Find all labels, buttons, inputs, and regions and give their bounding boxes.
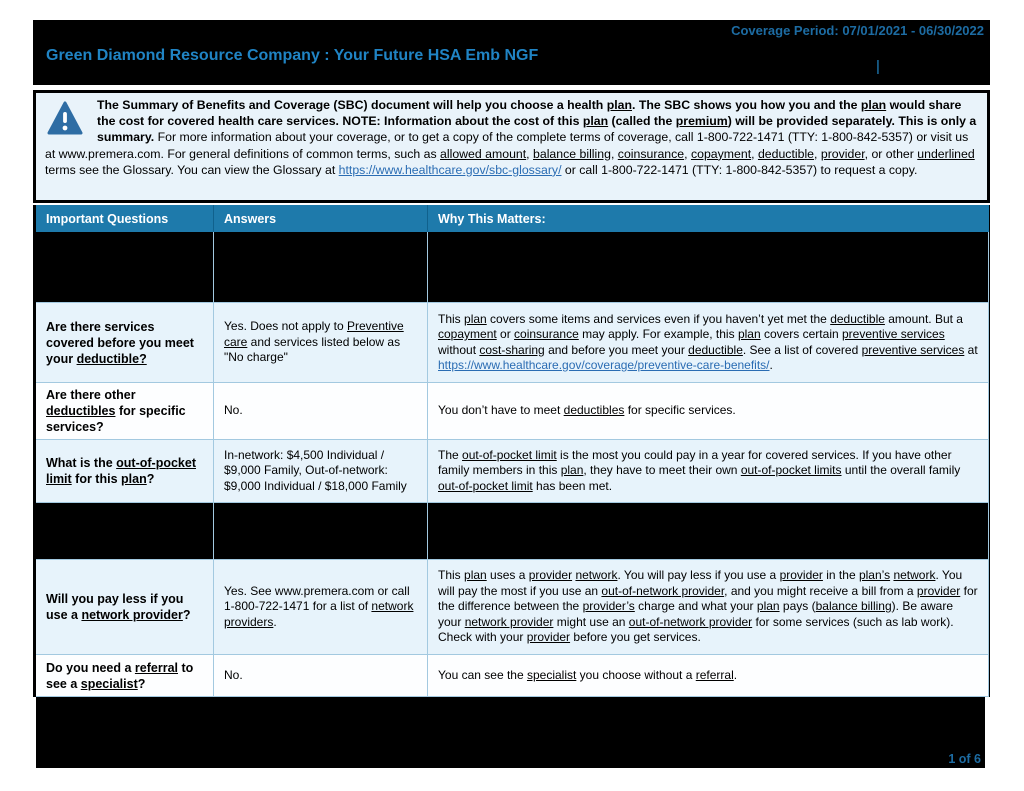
- question-cell: Are there services covered before you meet your deductible?: [36, 303, 214, 383]
- warning-triangle-icon: [47, 99, 83, 139]
- answer-cell: [214, 232, 428, 303]
- sbc-intro-box: [33, 90, 990, 203]
- table-row-redacted: [36, 503, 989, 560]
- why-cell: The out-of-pocket limit is the most you could pay in a year for covered services. If you have other family members in this plan, they have to meet their own out-of-pocket limits until the overall family out-of-pocket limit has been met.: [428, 440, 989, 503]
- redacted-footer-block: [36, 697, 985, 768]
- why-cell: [428, 232, 989, 303]
- table-row: [36, 303, 989, 383]
- question-cell: What is the out-of-pocket limit for this plan?: [36, 440, 214, 503]
- answer-cell: In-network: $4,500 Individual / $9,000 Family, Out-of-network: $9,000 Individual / $18,000 Family: [214, 440, 428, 503]
- table-row: [36, 383, 989, 440]
- document-header-bar: [33, 20, 990, 85]
- answer-cell: No.: [214, 655, 428, 697]
- table-row-redacted: [36, 232, 989, 303]
- text-cursor: |: [876, 58, 880, 75]
- hyperlink[interactable]: https://www.healthcare.gov/sbc-glossary/: [338, 162, 562, 177]
- answer-cell: No.: [214, 383, 428, 440]
- table-body: [36, 232, 989, 697]
- why-cell: [428, 503, 989, 560]
- coverage-period: Coverage Period: 07/01/2021 - 06/30/2022: [731, 23, 984, 38]
- column-header-answers: Answers: [214, 205, 428, 232]
- answer-cell: [214, 503, 428, 560]
- answer-cell: Yes. See www.premera.com or call 1-800-722-1471 for a list of network providers.: [214, 560, 428, 655]
- question-cell: Do you need a referral to see a specialist?: [36, 655, 214, 697]
- question-cell: [36, 503, 214, 560]
- table-header-row: [36, 205, 989, 232]
- column-header-why-this-matters: Why This Matters:: [438, 212, 546, 226]
- intro-paragraph: The Summary of Benefits and Coverage (SBC) document will help you choose a health plan. The SBC shows you how you and the plan would share the cost for covered health care services. NOTE: Information about the cost of this plan (called the premium) will be provided separately. This is only a summary. For more information about your coverage, or to get a copy of the complete terms of coverage, call 1-800-722-1471 (TTY: 1-800-842-5357) or visit us at www.premera.com. For general definitions of common terms, such as allowed amount, balance billing, coinsurance, copayment, deductible, provider, or other underlined terms see the Glossary. You can view the Glossary at https://www.healthcare.gov/sbc-glossary/ or call 1-800-722-1471 (TTY: 1-800-842-5357) to request a copy.: [45, 98, 977, 177]
- why-cell: This plan covers some items and services even if you haven’t yet met the deductible amount. But a copayment or coinsurance may apply. For example, this plan covers certain preventive services without cost-sharing and before you meet your deductible. See a list of covered preventive services at https://www.healthcare.gov/coverage/preventive-care-benefits/.: [428, 303, 989, 383]
- why-cell: This plan uses a provider network. You will pay less if you use a provider in the plan’s network. You will pay the most if you use an out-of-network provider, and you might receive a bill from a provider for the difference between the provider’s charge and what your plan pays (balance billing). Be aware your network provider might use an out-of-network provider for some services (such as lab work). Check with your provider before you get services.: [428, 560, 989, 655]
- table-row: [36, 440, 989, 503]
- table-row: [36, 560, 989, 655]
- important-questions-table: [33, 205, 990, 697]
- why-cell: You don’t have to meet deductibles for specific services.: [428, 383, 989, 440]
- table-row: [36, 655, 989, 697]
- page-title: Green Diamond Resource Company : Your Future HSA Emb NGF: [46, 47, 539, 64]
- column-header-important-questions: Important Questions: [36, 205, 214, 232]
- answer-cell: Yes. Does not apply to Preventive care and services listed below as "No charge": [214, 303, 428, 383]
- question-cell: Are there other deductibles for specific services?: [36, 383, 214, 440]
- page-number: 1 of 6: [948, 752, 981, 766]
- why-cell: You can see the specialist you choose without a referral.: [428, 655, 989, 697]
- question-cell: Will you pay less if you use a network provider?: [36, 560, 214, 655]
- question-cell: [36, 232, 214, 303]
- hyperlink[interactable]: https://www.healthcare.gov/coverage/preventive-care-benefits/: [438, 357, 770, 372]
